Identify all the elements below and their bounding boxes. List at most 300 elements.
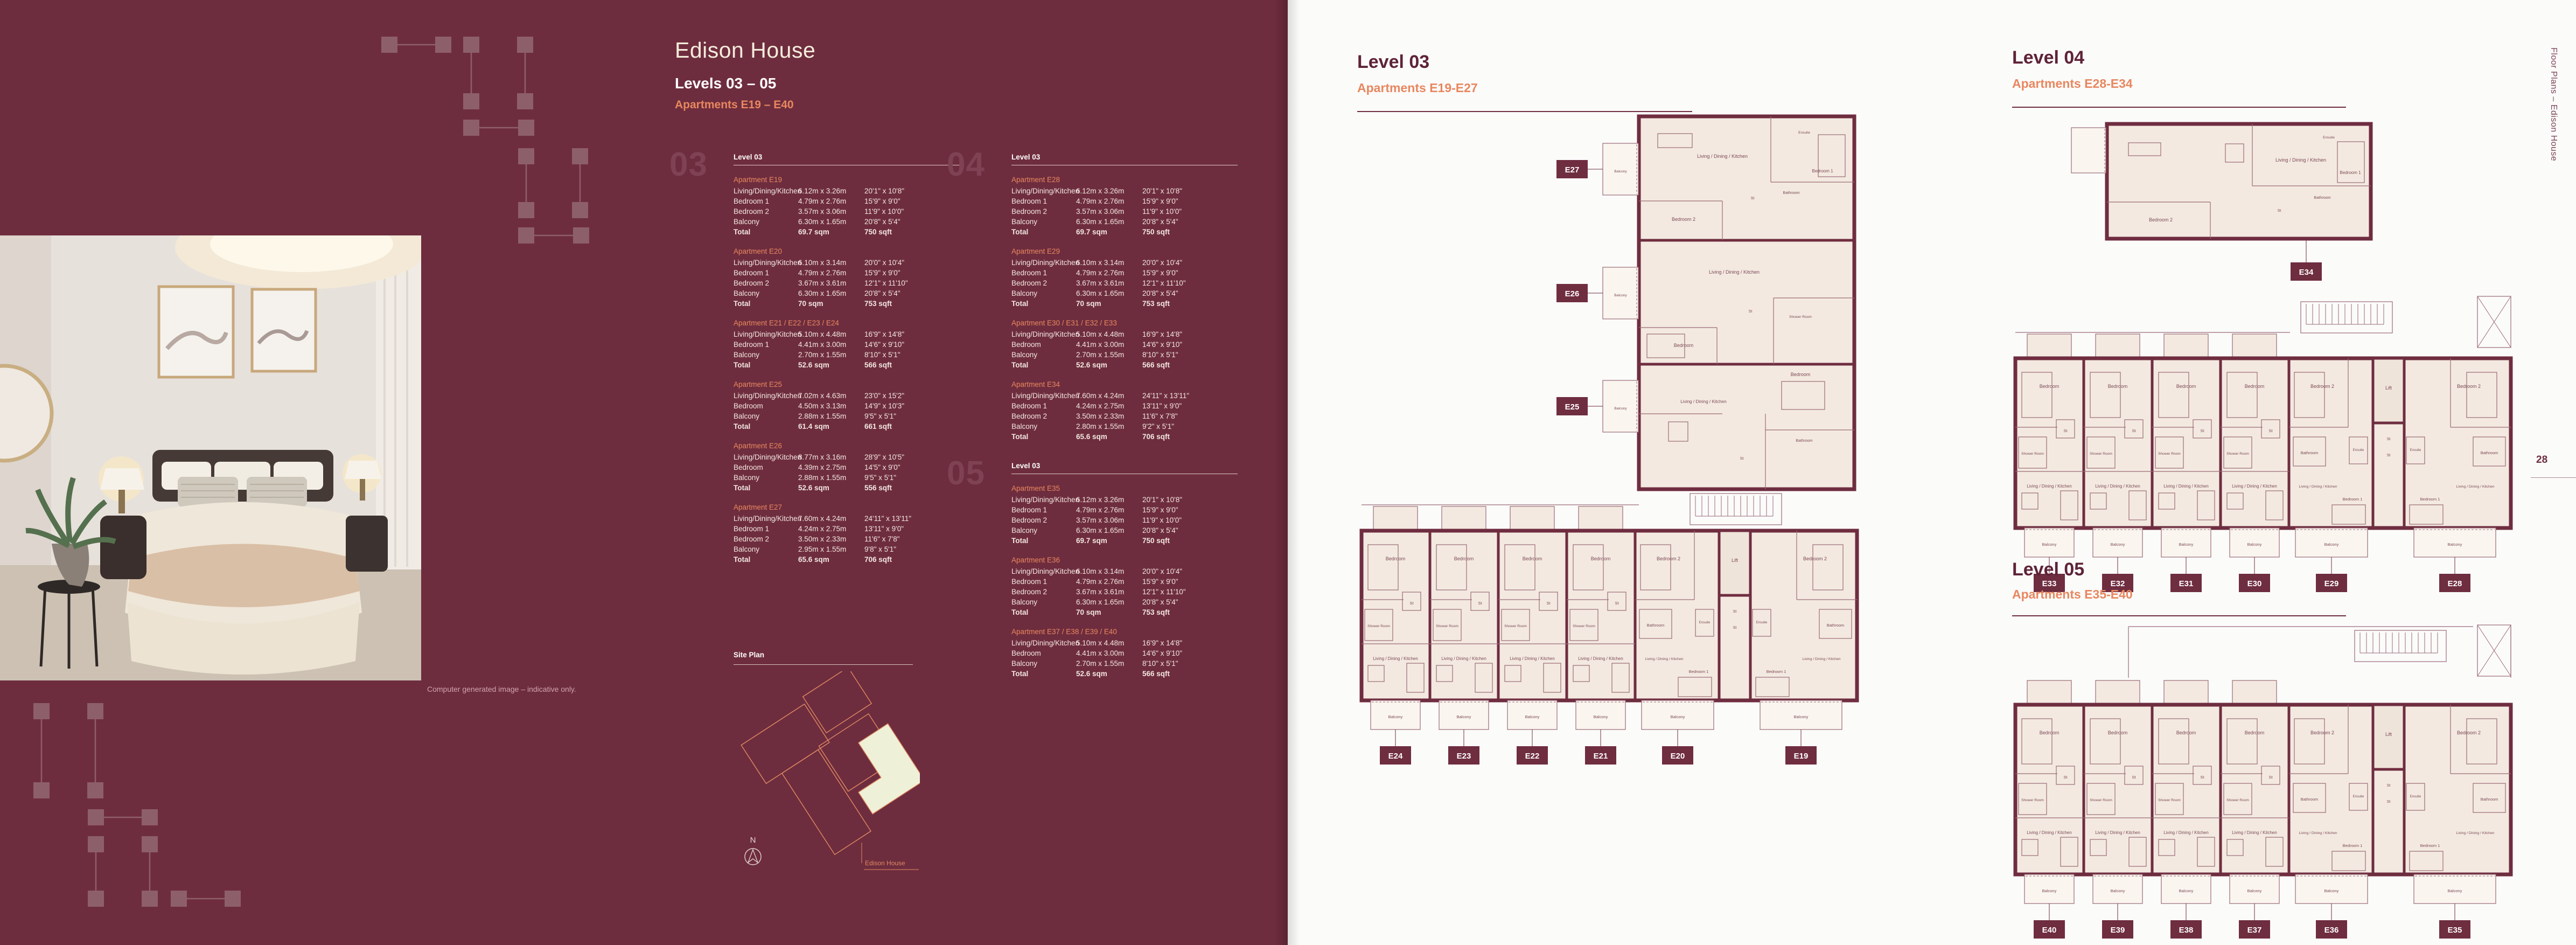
metric-dimension: 69.7 sqm (1076, 228, 1107, 236)
floorplan-level03 (1345, 112, 1862, 783)
room-label: Bedroom 2 (734, 535, 770, 543)
room-label: Total (1011, 300, 1029, 308)
motif-node (572, 148, 588, 164)
imperial-dimension: 8'10" x 5'1" (1142, 351, 1178, 359)
apartment-name: Apartment E20 (734, 247, 783, 255)
plan-rect (2232, 334, 2277, 358)
unit-chip-label: E34 (2299, 268, 2314, 277)
imperial-dimension: 753 sqft (864, 300, 892, 308)
imperial-dimension: 20'0" x 10'4" (1142, 259, 1183, 267)
photo-caption: Computer generated image – indicative only. (427, 685, 576, 693)
metric-dimension: 7.60m x 4.24m (1076, 392, 1125, 400)
room-label: Living / Dining / Kitchen (2027, 830, 2072, 835)
room-label: Shower Room (1504, 624, 1527, 628)
room-label: Total (734, 361, 751, 369)
metric-dimension: 52.6 sqm (1076, 670, 1107, 678)
metric-dimension: 70 sqm (798, 300, 823, 308)
apartment-spec-block (1011, 627, 1238, 679)
room-label: Balcony (1011, 422, 1038, 430)
spec-row (1011, 288, 1238, 298)
metric-dimension: 3.57m x 3.06m (1076, 207, 1125, 216)
room-label: Living/Dining/Kitchen (1011, 259, 1080, 267)
room-label: Bedroom (734, 402, 763, 410)
balcony (1603, 380, 1638, 432)
spec-row (734, 411, 960, 421)
metric-dimension: 3.67m x 3.61m (798, 279, 847, 287)
room-label: Shower Room (2158, 798, 2181, 802)
room-label: Balcony (1388, 714, 1403, 719)
motif-node (463, 37, 479, 53)
unit-chip-label: E39 (2110, 926, 2125, 935)
imperial-dimension: 12'1" x 11'10" (1142, 279, 1186, 287)
imperial-dimension: 14'6" x 9'10" (1142, 649, 1183, 657)
spec-row (1011, 217, 1238, 227)
imperial-dimension: 20'1" x 10'8" (864, 187, 905, 195)
spec-total-row (734, 360, 960, 370)
room-label: St (2132, 775, 2136, 780)
motif-node (142, 891, 158, 907)
metric-dimension: 2.88m x 1.55m (798, 474, 847, 482)
motif-node (517, 93, 533, 109)
room-label: Living / Dining / Kitchen (1578, 656, 1623, 661)
imperial-dimension: 24'11" x 13'11" (864, 515, 912, 523)
spec-total-row (734, 554, 960, 565)
motif-node (518, 202, 534, 218)
metric-dimension: 3.50m x 2.33m (798, 535, 847, 543)
lamp-shade-right (345, 461, 381, 479)
metric-dimension: 4.24m x 2.75m (798, 525, 847, 533)
motif-node (171, 891, 187, 907)
room-label: Bedroom 1 (1011, 269, 1048, 277)
apartment-name: Apartment E35 (1011, 484, 1060, 492)
room-label: St (1615, 601, 1619, 606)
room-label: Balcony (1011, 289, 1038, 297)
room-label: Bedroom 2 (2456, 730, 2481, 735)
plan-rect (2232, 680, 2277, 705)
room-label: Balcony (734, 351, 760, 359)
page-number: 28 (2536, 454, 2548, 465)
imperial-dimension: 750 sqft (1142, 537, 1170, 545)
room-label: Living/Dining/Kitchen (1011, 392, 1080, 400)
spec-column-numeral: 04 (947, 146, 985, 183)
imperial-dimension: 28'9" x 10'5" (864, 453, 905, 461)
room-label: St (2200, 428, 2204, 433)
unit-chip-label: E24 (1388, 752, 1403, 761)
room-label: Balcony (2447, 888, 2462, 893)
room-label: Living/Dining/Kitchen (734, 187, 802, 195)
metric-dimension: 70 sqm (1076, 300, 1101, 308)
imperial-dimension: 20'8" x 5'4" (1142, 526, 1178, 534)
motif-node (88, 836, 104, 852)
spec-total-row (1011, 298, 1238, 309)
imperial-dimension: 566 sqft (1142, 361, 1170, 369)
room-label: Living / Dining / Kitchen (2275, 157, 2327, 163)
spec-row (1011, 391, 1238, 401)
metric-dimension: 6.10m x 3.14m (1076, 567, 1125, 575)
level03-subtitle: Apartments E19-E27 (1357, 81, 1478, 95)
motif-node (142, 836, 158, 852)
spec-total-row (1011, 669, 1238, 679)
room-label: Total (1011, 433, 1029, 441)
room-label: Living / Dining / Kitchen (2299, 485, 2337, 489)
room-label: St (1733, 626, 1737, 630)
room-label: Shower Room (1573, 624, 1595, 628)
unit-chip-label: E22 (1525, 752, 1540, 761)
imperial-dimension: 16'9" x 14'8" (864, 330, 905, 338)
motif-node (88, 809, 104, 825)
spec-row (1011, 566, 1238, 576)
room-label: Bedroom 1 (1812, 169, 1833, 173)
room-label: Bedroom 2 (1011, 588, 1048, 596)
spec-row (1011, 515, 1238, 525)
spec-table (1011, 461, 1238, 679)
metric-dimension: 7.60m x 4.24m (798, 515, 847, 523)
room-label: Balcony (1011, 659, 1038, 668)
room-label: Bedroom 1 (734, 197, 770, 205)
apartment-spec-block (1011, 246, 1238, 309)
unit-chip-label: E35 (2447, 926, 2462, 935)
imperial-dimension: 11'9" x 10'0" (864, 207, 904, 216)
unit-chip-label: E20 (1670, 752, 1685, 761)
imperial-dimension: 14'6" x 9'10" (1142, 341, 1183, 349)
motif-node (435, 37, 451, 53)
unit-chip-label: E27 (1565, 165, 1580, 175)
metric-dimension: 5.10m x 4.48m (1076, 639, 1125, 647)
motif-node (33, 703, 50, 719)
imperial-dimension: 12'1" x 11'10" (1142, 588, 1186, 596)
imperial-dimension: 16'9" x 14'8" (1142, 639, 1183, 647)
room-label: Bedroom (2039, 730, 2060, 735)
motif-node (142, 809, 158, 825)
apartment-name: Apartment E36 (1011, 556, 1060, 564)
metric-dimension: 52.6 sqm (798, 361, 829, 369)
level04-title: Level 04 (2012, 47, 2085, 68)
metric-dimension: 4.41m x 3.00m (798, 341, 847, 349)
room-label: Living/Dining/Kitchen (734, 259, 802, 267)
metric-dimension: 61.4 sqm (798, 422, 829, 430)
unit-chip-label: E32 (2110, 579, 2125, 588)
level05-title: Level 05 (2012, 559, 2085, 580)
metric-dimension: 3.67m x 3.61m (1076, 588, 1125, 596)
title-block (675, 38, 815, 112)
metric-dimension: 6.30m x 1.65m (1076, 526, 1125, 534)
imperial-dimension: 20'1" x 10'8" (1142, 187, 1183, 195)
spec-row (734, 196, 960, 206)
site-block (803, 671, 871, 733)
metric-dimension: 5.10m x 4.48m (798, 330, 847, 338)
imperial-dimension: 20'8" x 5'4" (1142, 289, 1178, 297)
room-label: Bedroom 2 (1803, 556, 1827, 561)
metric-dimension: 4.39m x 2.75m (798, 463, 847, 471)
spec-row (1011, 329, 1238, 339)
spec-row (1011, 576, 1238, 587)
imperial-dimension: 750 sqft (1142, 228, 1170, 236)
room-label: Living/Dining/Kitchen (734, 515, 802, 523)
spec-level-header: Level 03 (734, 152, 960, 165)
spec-row (734, 217, 960, 227)
room-label: Living/Dining/Kitchen (1011, 187, 1080, 195)
spec-row (1011, 495, 1238, 505)
unit-chip-label: E38 (2179, 926, 2194, 935)
lamp-base-left (118, 490, 125, 513)
metric-dimension: 4.79m x 2.76m (798, 197, 847, 205)
imperial-dimension: 9'5" x 5'1" (864, 474, 897, 482)
site-block (741, 704, 829, 784)
imperial-dimension: 11'9" x 10'0" (1142, 207, 1182, 216)
room-label: Balcony (734, 218, 760, 226)
apartment-name: Apartment E27 (734, 503, 783, 511)
room-label: Balcony (2110, 888, 2125, 893)
lift-core (2373, 705, 2404, 769)
imperial-dimension: 15'9" x 9'0" (864, 197, 900, 205)
spec-row (1011, 186, 1238, 196)
imperial-dimension: 14'6" x 9'10" (864, 341, 905, 349)
room-label: Bedroom 2 (1671, 217, 1696, 222)
metric-dimension: 6.10m x 3.14m (1076, 259, 1125, 267)
apartment-spec-block (1011, 483, 1238, 546)
motif-node (518, 148, 534, 164)
metric-dimension: 6.10m x 3.14m (798, 259, 847, 267)
balcony (1603, 267, 1638, 319)
apartment-name: Apartment E29 (1011, 247, 1060, 255)
apartment-range-label: Apartments E19 – E40 (675, 99, 794, 111)
apartment-spec-block (1011, 379, 1238, 442)
room-label: Bedroom 1 (734, 341, 770, 349)
room-label: Living / Dining / Kitchen (2027, 484, 2072, 489)
room-label: Bathroom (2480, 450, 2498, 455)
north-label: N (750, 836, 756, 845)
room-label: Bathroom (1796, 438, 1813, 443)
spec-column-numeral: 05 (947, 455, 985, 492)
balcony (2071, 128, 2106, 173)
unit-chip-label: E23 (1456, 752, 1471, 761)
spec-total-row (1011, 607, 1238, 617)
imperial-dimension: 13'11" x 9'0" (1142, 402, 1182, 410)
metric-dimension: 4.41m x 3.00m (1076, 649, 1125, 657)
room-label: Bathroom (1826, 623, 1845, 628)
site-plan-group (737, 671, 920, 865)
spec-row (1011, 350, 1238, 360)
spec-column-numeral: 03 (669, 146, 708, 183)
room-label: Bedroom (1011, 649, 1041, 657)
spec-total-row (734, 421, 960, 432)
room-label: Ensuite (1756, 621, 1768, 624)
metric-dimension: 6.30m x 1.65m (798, 289, 847, 297)
imperial-dimension: 566 sqft (864, 361, 892, 369)
room-label: Ensuite (2410, 795, 2421, 798)
room-label: Bedroom 2 (1011, 279, 1048, 287)
site-building-label: Edison House (865, 859, 905, 867)
imperial-dimension: 11'6" x 7'8" (864, 535, 900, 543)
spec-row (734, 534, 960, 544)
site-block (782, 750, 871, 855)
room-label: Bedroom 2 (2310, 384, 2335, 389)
imperial-dimension: 753 sqft (1142, 300, 1170, 308)
metric-dimension: 4.79m x 2.76m (798, 269, 847, 277)
unit-chip-label: E19 (1793, 752, 1809, 761)
page-title: Edison House (675, 38, 816, 62)
imperial-dimension: 20'8" x 5'4" (1142, 598, 1178, 606)
spec-row (1011, 648, 1238, 658)
building-outline (2107, 124, 2371, 239)
room-label: Bedroom 2 (734, 279, 770, 287)
imperial-dimension: 11'9" x 10'0" (1142, 516, 1182, 524)
metric-dimension: 3.50m x 2.33m (1076, 412, 1125, 420)
room-label: Balcony (734, 289, 760, 297)
room-label: Living / Dining / Kitchen (1708, 269, 1760, 275)
room-label: Bedroom 2 (1656, 556, 1681, 561)
metric-dimension: 2.70m x 1.55m (798, 351, 847, 359)
room-label: Bedroom 1 (1011, 402, 1048, 410)
room-label: Living/Dining/Kitchen (1011, 330, 1080, 338)
room-label: Living / Dining / Kitchen (1802, 657, 1841, 661)
apartment-spec-block (734, 502, 960, 565)
room-label: Bathroom (2300, 450, 2319, 455)
metric-dimension: 69.7 sqm (798, 228, 829, 236)
room-label: Bedroom 1 (1011, 578, 1048, 586)
spec-row (1011, 258, 1238, 268)
metric-dimension: 6.12m x 3.26m (798, 187, 847, 195)
north-circle (745, 849, 761, 865)
apartment-spec-block (734, 246, 960, 309)
room-label: Living / Dining / Kitchen (2232, 484, 2277, 489)
floorplan-level04 (1999, 110, 2516, 598)
room-label: Total (1011, 361, 1029, 369)
metric-dimension: 6.30m x 1.65m (1076, 598, 1125, 606)
spec-row (734, 288, 960, 298)
room-label: Bedroom (1011, 341, 1041, 349)
site-plan-title: Site Plan (734, 651, 765, 659)
room-label: Ensuite (2323, 136, 2335, 140)
room-label: Bedroom 2 (2148, 217, 2173, 223)
room-label: Ensuite (2352, 448, 2364, 452)
room-label: St (2200, 775, 2204, 780)
metric-dimension: 52.6 sqm (798, 484, 829, 492)
imperial-dimension: 15'9" x 9'0" (1142, 578, 1178, 586)
room-label: Total (734, 484, 751, 492)
spec-total-row (734, 298, 960, 309)
plan-rect (2301, 302, 2392, 333)
plan-rect (1442, 506, 1486, 531)
room-label: Lift (1731, 558, 1739, 563)
unit-chip-label: E21 (1593, 752, 1608, 761)
room-label: Living/Dining/Kitchen (1011, 639, 1080, 647)
room-label: Shower Room (2158, 452, 2181, 456)
unit-chip-label: E30 (2247, 579, 2262, 588)
room-label: Balcony (1593, 714, 1608, 719)
room-label: Balcony (1614, 407, 1627, 411)
metric-dimension: 3.57m x 3.06m (798, 207, 847, 216)
spec-total-row (1011, 432, 1238, 442)
level05-subtitle: Apartments E35-E40 (2012, 587, 2133, 601)
unit-chip-label: E36 (2324, 926, 2339, 935)
spec-row (734, 513, 960, 524)
apartment-spec-block (734, 379, 960, 432)
room-label: Shower Room (1367, 624, 1390, 628)
room-label: Shower Room (2226, 452, 2249, 456)
room-label: St (1546, 601, 1551, 606)
bedroom-photo-art (0, 235, 421, 680)
room-label: Balcony (1011, 351, 1038, 359)
apartment-name: Apartment E19 (734, 176, 783, 184)
spec-row (734, 391, 960, 401)
spec-total-row (734, 227, 960, 237)
room-label: Total (734, 422, 751, 430)
bedside-table-right (346, 516, 388, 572)
room-label: Balcony (1614, 170, 1627, 173)
levels-label: Levels 03 – 05 (675, 75, 777, 92)
imperial-dimension: 15'9" x 9'0" (1142, 269, 1178, 277)
level04-rule (2012, 107, 2346, 108)
room-label: Bedroom 1 (734, 269, 770, 277)
motif-node (87, 782, 103, 798)
room-label: Bedroom 1 (2342, 497, 2363, 502)
room-label: St (2386, 437, 2391, 441)
imperial-dimension: 8'10" x 5'1" (864, 351, 900, 359)
room-label: St (2277, 209, 2281, 213)
room-label: Living/Dining/Kitchen (1011, 496, 1080, 504)
room-label: Balcony (2179, 542, 2194, 547)
room-label: Balcony (2447, 542, 2462, 547)
room-label: Bedroom 2 (1011, 412, 1048, 420)
spec-level-header: Level 03 (1011, 461, 1238, 474)
room-label: Ensuite (2410, 448, 2421, 452)
motif-node (518, 120, 534, 136)
room-label: Living/Dining/Kitchen (734, 330, 802, 338)
room-label: Bathroom (1783, 190, 1800, 195)
spec-row (1011, 401, 1238, 411)
room-label: Bedroom 1 (2420, 843, 2440, 848)
spec-row (1011, 587, 1238, 597)
metric-dimension: 4.24m x 2.75m (1076, 402, 1125, 410)
metric-dimension: 4.79m x 2.76m (1076, 197, 1125, 205)
room-label: Bedroom (2107, 730, 2128, 735)
site-plan-drawing (737, 671, 920, 887)
circuit-motif-top (322, 11, 602, 253)
room-label: Ensuite (1699, 621, 1711, 624)
room-label: Balcony (1614, 294, 1627, 297)
motif-node (573, 227, 589, 244)
imperial-dimension: 20'0" x 10'4" (864, 259, 905, 267)
room-label: Bedroom 1 (1011, 506, 1048, 514)
room-label: St (1748, 310, 1753, 314)
spec-row (1011, 196, 1238, 206)
balcony (1603, 143, 1638, 195)
imperial-dimension: 15'9" x 9'0" (1142, 197, 1178, 205)
motif-node (88, 891, 104, 907)
metric-dimension: 3.67m x 3.61m (1076, 279, 1125, 287)
imperial-dimension: 9'2" x 5'1" (1142, 422, 1175, 430)
spec-row (1011, 268, 1238, 278)
room-label: Bedroom (1385, 556, 1406, 561)
motif-node (225, 891, 241, 907)
room-label: St (1733, 610, 1737, 614)
imperial-dimension: 11'6" x 7'8" (1142, 412, 1178, 420)
imperial-dimension: 750 sqft (864, 228, 892, 236)
room-label: Shower Room (1789, 315, 1812, 319)
unit-chip-label: E37 (2247, 926, 2262, 935)
spec-row (734, 258, 960, 268)
imperial-dimension: 16'9" x 14'8" (1142, 330, 1183, 338)
metric-dimension: 65.6 sqm (798, 555, 829, 564)
bedside-table-left (100, 516, 146, 579)
unit-chip-label: E31 (2179, 579, 2194, 588)
room-label: Balcony (2324, 888, 2339, 893)
spec-row (734, 206, 960, 217)
unit-chip-label: E40 (2042, 926, 2057, 935)
room-label: Bedroom (2176, 730, 2196, 735)
plan-rect (2096, 334, 2140, 358)
